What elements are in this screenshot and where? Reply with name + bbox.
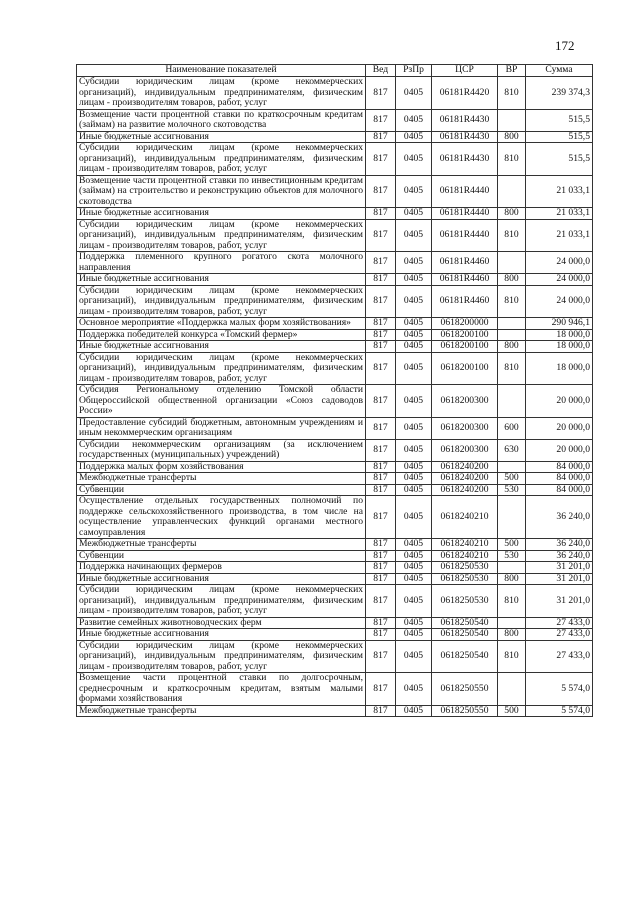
cell-rzpr: 0405 <box>396 219 432 252</box>
cell-rzpr: 0405 <box>396 285 432 318</box>
cell-rzpr: 0405 <box>396 341 432 353</box>
table-row <box>77 109 593 131</box>
cell-name: Иные бюджетные ассигнования <box>77 274 366 286</box>
cell-sum: 18 000,0 <box>526 329 593 341</box>
table-row <box>77 617 593 629</box>
cell-ved: 817 <box>366 219 396 252</box>
cell-vr <box>498 673 526 706</box>
table-body <box>77 77 593 717</box>
table-row <box>77 318 593 330</box>
cell-csr: 06181R4420 <box>432 77 498 110</box>
cell-rzpr: 0405 <box>396 617 432 629</box>
cell-vr: 800 <box>498 131 526 143</box>
cell-sum: 27 433,0 <box>526 640 593 673</box>
cell-name: Субсидии юридическим лицам (кроме некоммерческих организаций), индивидуальным предпринимателям, физическим лицам - производителям товаров, работ, услуг <box>77 143 366 176</box>
cell-sum: 21 033,1 <box>526 175 593 208</box>
cell-ved: 817 <box>366 562 396 574</box>
cell-sum: 18 000,0 <box>526 341 593 353</box>
cell-sum: 239 374,3 <box>526 77 593 110</box>
cell-vr: 810 <box>498 143 526 176</box>
cell-csr: 0618250530 <box>432 573 498 585</box>
table-row <box>77 473 593 485</box>
cell-csr: 0618250550 <box>432 673 498 706</box>
cell-csr: 06181R4430 <box>432 109 498 131</box>
cell-vr <box>498 562 526 574</box>
cell-name: Субсидии юридическим лицам (кроме некоммерческих организаций), индивидуальным предпринимателям, физическим лицам - производителям товаров, работ, услуг <box>77 352 366 385</box>
cell-csr: 0618200300 <box>432 439 498 461</box>
table-row <box>77 77 593 110</box>
cell-name: Субсидии юридическим лицам (кроме некоммерческих организаций), индивидуальным предпринимателям, физическим лицам - производителям товаров, работ, услуг <box>77 219 366 252</box>
cell-sum: 21 033,1 <box>526 219 593 252</box>
cell-vr <box>498 175 526 208</box>
cell-ved: 817 <box>366 439 396 461</box>
cell-ved: 817 <box>366 640 396 673</box>
cell-ved: 817 <box>366 617 396 629</box>
cell-vr: 500 <box>498 473 526 485</box>
cell-name: Поддержка начинающих фермеров <box>77 562 366 574</box>
cell-rzpr: 0405 <box>396 539 432 551</box>
cell-vr <box>498 496 526 539</box>
cell-name: Осуществление отдельных государственных полномочий по поддержке сельскохозяйственного производства, в том числе на осуществление управленческих функций органами местного самоуправления <box>77 496 366 539</box>
table-row <box>77 640 593 673</box>
cell-rzpr: 0405 <box>396 143 432 176</box>
cell-ved: 817 <box>366 705 396 717</box>
cell-name: Межбюджетные трансферты <box>77 705 366 717</box>
table-row <box>77 252 593 274</box>
table-row <box>77 285 593 318</box>
cell-rzpr: 0405 <box>396 352 432 385</box>
cell-name: Субсидия Региональному отделению Томской области Общероссийской общественной организации «Союз садоводов России» <box>77 385 366 418</box>
cell-name: Субсидии юридическим лицам (кроме некоммерческих организаций), индивидуальным предпринимателям, физическим лицам - производителям товаров, работ, услуг <box>77 77 366 110</box>
cell-ved: 817 <box>366 143 396 176</box>
table-row <box>77 496 593 539</box>
cell-vr: 810 <box>498 352 526 385</box>
cell-sum: 515,5 <box>526 143 593 176</box>
cell-sum: 84 000,0 <box>526 461 593 473</box>
cell-csr: 06181R4460 <box>432 252 498 274</box>
cell-vr: 800 <box>498 274 526 286</box>
cell-sum: 20 000,0 <box>526 439 593 461</box>
cell-csr: 06181R4440 <box>432 175 498 208</box>
cell-csr: 0618250530 <box>432 585 498 618</box>
cell-ved: 817 <box>366 77 396 110</box>
cell-rzpr: 0405 <box>396 640 432 673</box>
cell-rzpr: 0405 <box>396 473 432 485</box>
cell-name: Возмещение части процентной ставки по краткосрочным кредитам (займам) на развитие молочного скотоводства <box>77 109 366 131</box>
cell-vr: 800 <box>498 629 526 641</box>
cell-rzpr: 0405 <box>396 252 432 274</box>
table-row <box>77 705 593 717</box>
cell-vr <box>498 617 526 629</box>
cell-sum: 18 000,0 <box>526 352 593 385</box>
table-row <box>77 219 593 252</box>
cell-ved: 817 <box>366 496 396 539</box>
cell-name: Иные бюджетные ассигнования <box>77 573 366 585</box>
cell-rzpr: 0405 <box>396 550 432 562</box>
cell-sum: 84 000,0 <box>526 473 593 485</box>
cell-ved: 817 <box>366 385 396 418</box>
table-row <box>77 417 593 439</box>
cell-rzpr: 0405 <box>396 484 432 496</box>
cell-vr <box>498 109 526 131</box>
cell-csr: 0618200000 <box>432 318 498 330</box>
table-row <box>77 274 593 286</box>
cell-sum: 290 946,1 <box>526 318 593 330</box>
cell-ved: 817 <box>366 208 396 220</box>
cell-sum: 36 240,0 <box>526 550 593 562</box>
cell-vr: 800 <box>498 573 526 585</box>
cell-ved: 817 <box>366 673 396 706</box>
header-ved: Вед <box>366 65 396 77</box>
cell-csr: 0618200300 <box>432 385 498 418</box>
table-row <box>77 573 593 585</box>
cell-ved: 817 <box>366 109 396 131</box>
table-row <box>77 143 593 176</box>
cell-rzpr: 0405 <box>396 131 432 143</box>
cell-name: Субвенции <box>77 484 366 496</box>
cell-rzpr: 0405 <box>396 585 432 618</box>
cell-name: Иные бюджетные ассигнования <box>77 629 366 641</box>
cell-ved: 817 <box>366 473 396 485</box>
cell-rzpr: 0405 <box>396 629 432 641</box>
cell-rzpr: 0405 <box>396 673 432 706</box>
cell-name: Развитие семейных животноводческих ферм <box>77 617 366 629</box>
cell-name: Возмещение части процентной ставки по долгосрочным, среднесрочным и краткосрочным кредитам, взятым малыми формами хозяйствования <box>77 673 366 706</box>
cell-ved: 817 <box>366 341 396 353</box>
cell-vr: 810 <box>498 219 526 252</box>
cell-ved: 817 <box>366 329 396 341</box>
cell-ved: 817 <box>366 461 396 473</box>
cell-sum: 24 000,0 <box>526 252 593 274</box>
cell-ved: 817 <box>366 274 396 286</box>
cell-csr: 0618240210 <box>432 496 498 539</box>
table-row <box>77 439 593 461</box>
cell-rzpr: 0405 <box>396 461 432 473</box>
cell-name: Основное мероприятие «Поддержка малых форм хозяйствования» <box>77 318 366 330</box>
cell-sum: 20 000,0 <box>526 417 593 439</box>
cell-sum: 515,5 <box>526 109 593 131</box>
cell-rzpr: 0405 <box>396 208 432 220</box>
cell-sum: 31 201,0 <box>526 562 593 574</box>
cell-rzpr: 0405 <box>396 175 432 208</box>
cell-rzpr: 0405 <box>396 496 432 539</box>
cell-vr: 530 <box>498 484 526 496</box>
cell-csr: 0618250540 <box>432 629 498 641</box>
cell-name: Субвенции <box>77 550 366 562</box>
cell-vr: 800 <box>498 341 526 353</box>
header-vr: ВР <box>498 65 526 77</box>
cell-name: Межбюджетные трансферты <box>77 473 366 485</box>
cell-rzpr: 0405 <box>396 385 432 418</box>
cell-rzpr: 0405 <box>396 562 432 574</box>
cell-csr: 0618250550 <box>432 705 498 717</box>
cell-vr: 500 <box>498 539 526 551</box>
cell-rzpr: 0405 <box>396 318 432 330</box>
cell-rzpr: 0405 <box>396 417 432 439</box>
cell-name: Межбюджетные трансферты <box>77 539 366 551</box>
cell-name: Субсидии юридическим лицам (кроме некоммерческих организаций), индивидуальным предпринимателям, физическим лицам - производителям товаров, работ, услуг <box>77 640 366 673</box>
cell-ved: 817 <box>366 585 396 618</box>
cell-vr: 810 <box>498 285 526 318</box>
table-row <box>77 673 593 706</box>
cell-name: Поддержка победителей конкурса «Томский фермер» <box>77 329 366 341</box>
cell-csr: 0618240200 <box>432 484 498 496</box>
cell-sum: 36 240,0 <box>526 496 593 539</box>
cell-vr <box>498 385 526 418</box>
cell-ved: 817 <box>366 318 396 330</box>
cell-name: Возмещение части процентной ставки по инвестиционным кредитам (займам) на строительство и реконструкцию объектов для молочного скотоводства <box>77 175 366 208</box>
cell-sum: 31 201,0 <box>526 573 593 585</box>
table-row <box>77 461 593 473</box>
header-name: Наименование показателей <box>77 65 366 77</box>
cell-vr: 600 <box>498 417 526 439</box>
table-row <box>77 484 593 496</box>
cell-sum: 24 000,0 <box>526 285 593 318</box>
cell-name: Поддержка малых форм хозяйствования <box>77 461 366 473</box>
table-row <box>77 341 593 353</box>
cell-rzpr: 0405 <box>396 329 432 341</box>
cell-sum: 21 033,1 <box>526 208 593 220</box>
cell-vr: 810 <box>498 585 526 618</box>
cell-sum: 24 000,0 <box>526 274 593 286</box>
cell-csr: 0618200100 <box>432 341 498 353</box>
cell-ved: 817 <box>366 352 396 385</box>
cell-sum: 36 240,0 <box>526 539 593 551</box>
table-row <box>77 562 593 574</box>
cell-vr: 530 <box>498 550 526 562</box>
cell-csr: 06181R4460 <box>432 274 498 286</box>
cell-rzpr: 0405 <box>396 77 432 110</box>
cell-ved: 817 <box>366 573 396 585</box>
cell-csr: 06181R4430 <box>432 131 498 143</box>
cell-name: Предоставление субсидий бюджетным, автономным учреждениям и иным некоммерческим организациям <box>77 417 366 439</box>
table-row <box>77 629 593 641</box>
table-row <box>77 539 593 551</box>
cell-csr: 06181R4440 <box>432 208 498 220</box>
cell-name: Субсидии юридическим лицам (кроме некоммерческих организаций), индивидуальным предпринимателям, физическим лицам - производителям товаров, работ, услуг <box>77 585 366 618</box>
cell-rzpr: 0405 <box>396 274 432 286</box>
cell-sum: 5 574,0 <box>526 673 593 706</box>
table-row <box>77 175 593 208</box>
header-csr: ЦСР <box>432 65 498 77</box>
table-row <box>77 585 593 618</box>
cell-ved: 817 <box>366 629 396 641</box>
cell-sum: 20 000,0 <box>526 385 593 418</box>
cell-name: Субсидии юридическим лицам (кроме некоммерческих организаций), индивидуальным предпринимателям, физическим лицам - производителям товаров, работ, услуг <box>77 285 366 318</box>
cell-vr <box>498 329 526 341</box>
cell-sum: 515,5 <box>526 131 593 143</box>
cell-csr: 0618250540 <box>432 640 498 673</box>
cell-rzpr: 0405 <box>396 573 432 585</box>
cell-csr: 0618240210 <box>432 550 498 562</box>
cell-sum: 5 574,0 <box>526 705 593 717</box>
cell-name: Субсидии некоммерческим организациям (за исключением государственных (муниципальных) учреждений) <box>77 439 366 461</box>
cell-csr: 0618250530 <box>432 562 498 574</box>
table-row <box>77 329 593 341</box>
cell-sum: 31 201,0 <box>526 585 593 618</box>
cell-csr: 06181R4460 <box>432 285 498 318</box>
cell-rzpr: 0405 <box>396 109 432 131</box>
cell-csr: 0618250540 <box>432 617 498 629</box>
cell-vr <box>498 252 526 274</box>
cell-csr: 0618240210 <box>432 539 498 551</box>
budget-table <box>76 64 593 717</box>
table-row <box>77 352 593 385</box>
cell-vr: 500 <box>498 705 526 717</box>
table-row <box>77 131 593 143</box>
header-rzpr: РзПр <box>396 65 432 77</box>
cell-sum: 27 433,0 <box>526 617 593 629</box>
cell-vr: 800 <box>498 208 526 220</box>
cell-rzpr: 0405 <box>396 705 432 717</box>
cell-vr <box>498 318 526 330</box>
cell-ved: 817 <box>366 252 396 274</box>
cell-ved: 817 <box>366 484 396 496</box>
cell-ved: 817 <box>366 285 396 318</box>
cell-ved: 817 <box>366 539 396 551</box>
cell-ved: 817 <box>366 550 396 562</box>
table-row <box>77 550 593 562</box>
table-row <box>77 208 593 220</box>
cell-csr: 0618240200 <box>432 473 498 485</box>
cell-name: Иные бюджетные ассигнования <box>77 208 366 220</box>
table-header-row <box>77 65 593 77</box>
cell-vr: 810 <box>498 77 526 110</box>
cell-csr: 0618200100 <box>432 352 498 385</box>
cell-name: Иные бюджетные ассигнования <box>77 131 366 143</box>
cell-csr: 0618200100 <box>432 329 498 341</box>
cell-csr: 0618200300 <box>432 417 498 439</box>
cell-ved: 817 <box>366 131 396 143</box>
cell-vr: 630 <box>498 439 526 461</box>
cell-csr: 0618240200 <box>432 461 498 473</box>
cell-ved: 817 <box>366 175 396 208</box>
page-number: 172 <box>555 38 575 53</box>
cell-vr <box>498 461 526 473</box>
cell-rzpr: 0405 <box>396 439 432 461</box>
cell-vr: 810 <box>498 640 526 673</box>
header-sum: Сумма <box>526 65 593 77</box>
cell-name: Иные бюджетные ассигнования <box>77 341 366 353</box>
cell-csr: 06181R4440 <box>432 219 498 252</box>
cell-sum: 84 000,0 <box>526 484 593 496</box>
cell-ved: 817 <box>366 417 396 439</box>
cell-name: Поддержка племенного крупного рогатого скота молочного направления <box>77 252 366 274</box>
table-row <box>77 385 593 418</box>
cell-csr: 06181R4430 <box>432 143 498 176</box>
cell-sum: 27 433,0 <box>526 629 593 641</box>
